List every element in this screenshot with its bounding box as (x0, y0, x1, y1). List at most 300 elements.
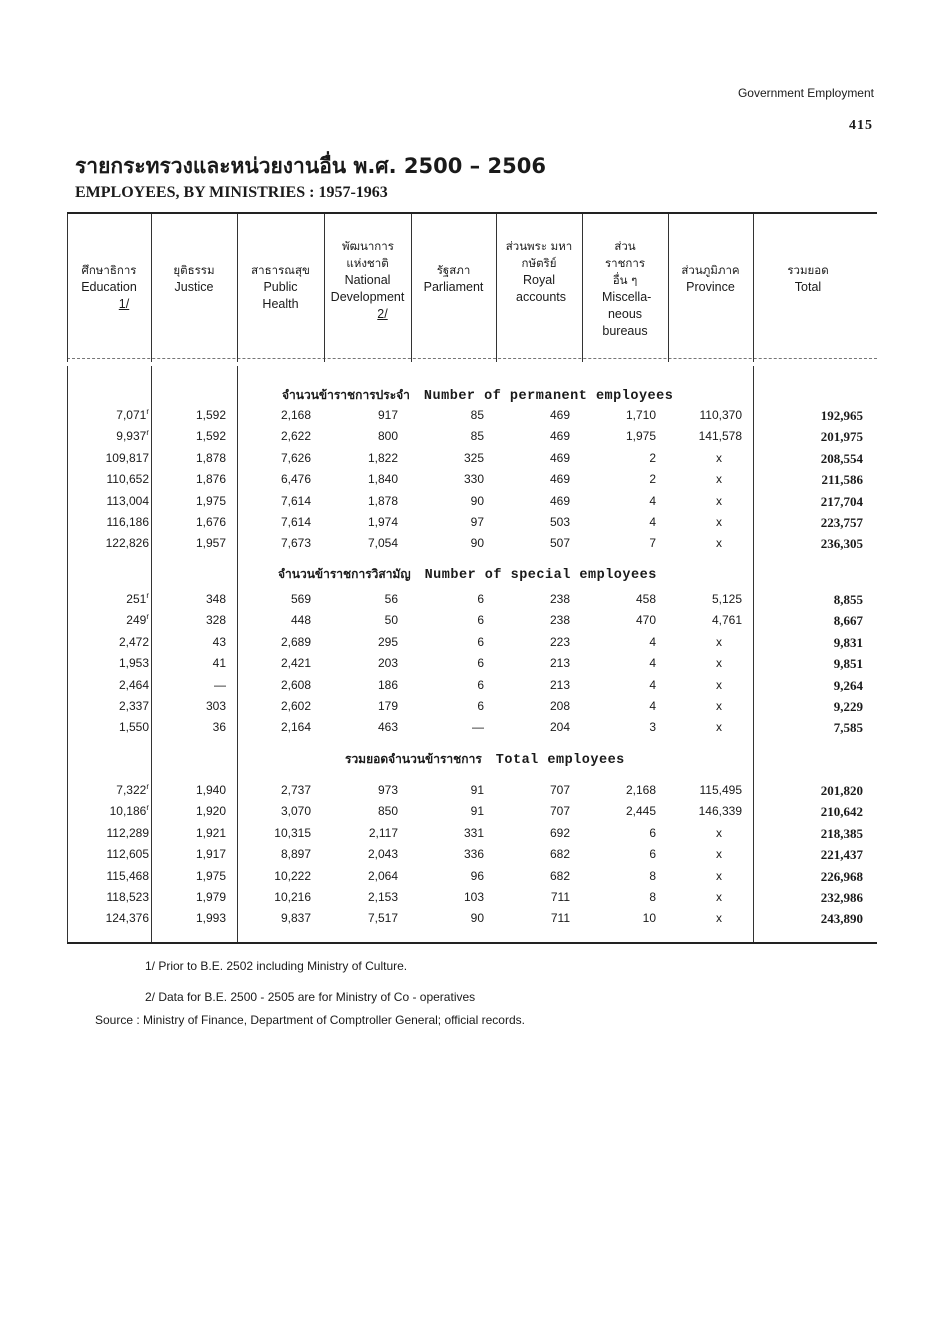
cell-misc (649, 678, 656, 692)
cell-value: 1,979 (195, 890, 226, 904)
cell-royal (550, 515, 570, 529)
column-header-education: ศึกษาธิการ Education 1/ (81, 263, 137, 311)
cell-value: 115,495 (699, 783, 742, 797)
cell-development (385, 613, 398, 627)
table-row (67, 869, 877, 890)
cell-value: 6 (649, 847, 656, 862)
cell-misc (649, 536, 656, 550)
cell-justice (214, 678, 226, 692)
cell-education (106, 911, 149, 925)
cell-total (821, 494, 863, 510)
cell-royal (550, 699, 570, 713)
cell-value: 8 (649, 868, 656, 883)
cell-justice (196, 783, 226, 797)
cell-justice (196, 847, 226, 861)
table-row (67, 494, 877, 515)
cell-province (699, 804, 742, 818)
cell-value: 251 (126, 592, 147, 606)
cell-value: 470 (635, 613, 656, 628)
cell-royal (550, 635, 570, 649)
cell-value: 330 (463, 472, 484, 487)
cell-value: 10 (642, 911, 656, 926)
cell-value: 9,229 (833, 699, 863, 714)
cell-misc (636, 592, 656, 606)
cell-development (385, 592, 398, 606)
cell-value: 9,937 (116, 429, 147, 444)
table-row (67, 699, 877, 720)
cell-value: 1,840 (367, 472, 398, 487)
cell-health (291, 592, 311, 606)
cell-value: 8,855 (833, 592, 863, 607)
cell-royal (550, 536, 570, 550)
cell-value: x (716, 493, 722, 508)
footnote-2: 2/ Data for B.E. 2500 - 2505 are for Ministry of Co - operatives (145, 990, 476, 1004)
cell-misc (649, 515, 656, 529)
cell-total (821, 804, 863, 820)
cell-value: 4 (649, 677, 656, 692)
cell-total (821, 429, 863, 445)
cell-misc (626, 804, 656, 818)
cell-misc (649, 699, 656, 713)
cell-development (368, 847, 398, 861)
cell-development (378, 408, 398, 422)
cell-value: 7,071 (116, 408, 147, 422)
cell-health (281, 451, 311, 465)
cell-province (716, 890, 722, 904)
cell-value: 41 (212, 656, 226, 671)
cell-development (378, 678, 398, 692)
cell-misc (626, 408, 656, 422)
cell-value: 331 (463, 825, 484, 840)
cell-health (281, 699, 311, 713)
cell-royal (550, 847, 570, 861)
column-header-total: รวมยอด Total (787, 263, 829, 294)
cell-value: 469 (549, 493, 570, 508)
cell-development (368, 911, 398, 925)
column-header-public-health: สาธารณสุข Public Health (251, 263, 310, 311)
cell-value: 8,897 (280, 847, 311, 862)
cell-total (821, 536, 863, 552)
cell-health (281, 408, 311, 422)
cell-value: 1,975 (625, 429, 656, 444)
cell-value: 85 (470, 408, 484, 422)
section-label-special: จำนวนข้าราชการวิสามัญ Number of special employees (278, 567, 657, 583)
cell-royal (550, 429, 570, 443)
cell-value: 682 (549, 868, 570, 883)
cell-parliament (477, 656, 484, 670)
cell-value: x (716, 847, 722, 862)
cell-education (107, 494, 150, 508)
cell-value: 4 (649, 699, 656, 713)
cell-value: 56 (384, 592, 398, 606)
cell-education (107, 472, 150, 486)
cell-value: — (214, 677, 226, 692)
column-header-royal-accounts: ส่วนพระ มหากษัตริย์ Royal accounts (505, 239, 573, 304)
cell-value: 3 (649, 720, 656, 735)
cell-education (116, 783, 149, 797)
cell-value: 7,517 (367, 911, 398, 926)
cell-royal (550, 656, 570, 670)
cell-value: 90 (470, 493, 484, 508)
cell-parliament (477, 678, 484, 692)
cell-education (119, 720, 149, 734)
cell-value: 469 (549, 408, 570, 422)
cell-value: 325 (463, 450, 484, 465)
cell-value: 1,957 (195, 536, 226, 551)
cell-value: 295 (377, 634, 398, 649)
cell-value: 218,385 (820, 825, 863, 841)
cell-value: 50 (384, 613, 398, 628)
cell-value: 4 (649, 493, 656, 508)
cell-development (368, 472, 398, 486)
cell-value: 6 (477, 613, 484, 628)
revised-mark: r (146, 591, 149, 600)
cell-misc (649, 826, 656, 840)
cell-value: 1,920 (195, 804, 226, 819)
table-row (67, 678, 877, 699)
cell-education (116, 408, 149, 422)
cell-misc (643, 911, 656, 925)
cell-justice (213, 720, 226, 734)
cell-education (106, 451, 149, 465)
cell-value: 208,554 (820, 450, 863, 466)
column-header-national-development: พัฒนาการ แห่งชาติ National Development 2/ (330, 239, 405, 321)
cell-parliament (471, 911, 484, 925)
cell-value: 917 (377, 408, 398, 422)
cell-development (368, 451, 398, 465)
cell-value: 36 (212, 720, 226, 735)
table-row (67, 515, 877, 536)
cell-value: 10,315 (274, 825, 311, 840)
cell-province (716, 656, 722, 670)
cell-province (716, 826, 722, 840)
cell-misc (626, 429, 656, 443)
page-title-thai: รายกระทรวงและหน่วยงานอื่น พ.ศ. 2500 – 2506 (75, 154, 546, 178)
cell-health (274, 869, 311, 883)
cell-total (821, 451, 863, 467)
cell-value: 1,822 (367, 450, 398, 465)
cell-misc (649, 890, 656, 904)
cell-justice (196, 472, 226, 486)
cell-value: 348 (205, 592, 226, 606)
cell-value: 221,437 (820, 847, 863, 863)
cell-value: 141,578 (698, 429, 742, 444)
cell-value: 8 (649, 890, 656, 904)
cell-justice (206, 613, 226, 627)
cell-value: 6 (477, 656, 484, 671)
cell-development (378, 429, 398, 443)
cell-total (821, 515, 863, 531)
cell-value: 469 (549, 472, 570, 487)
cell-misc (649, 451, 656, 465)
cell-value: 1,592 (195, 429, 226, 444)
cell-value: 10,222 (274, 868, 311, 883)
cell-parliament (471, 494, 484, 508)
cell-province (712, 592, 742, 606)
cell-misc (649, 720, 656, 734)
table-top-rule (67, 212, 877, 214)
cell-justice (213, 656, 226, 670)
cell-value: 1,876 (195, 472, 226, 487)
cell-justice (206, 592, 226, 606)
cell-development (368, 536, 398, 550)
cell-province (716, 720, 722, 734)
cell-royal (550, 869, 570, 883)
cell-value: 2,622 (280, 429, 311, 444)
cell-parliament (477, 699, 484, 713)
cell-education (126, 592, 149, 606)
cell-value: 1,676 (195, 515, 226, 529)
cell-misc (649, 494, 656, 508)
revised-mark: r (146, 803, 149, 813)
cell-education (119, 635, 149, 649)
cell-value: 43 (212, 634, 226, 649)
cell-parliament (464, 472, 484, 486)
cell-total (834, 656, 863, 672)
cell-education (110, 804, 149, 818)
cell-health (281, 804, 311, 818)
cell-value: 711 (550, 911, 570, 926)
cell-education (119, 699, 149, 713)
revised-mark: r (146, 407, 149, 416)
cell-value: x (716, 699, 722, 713)
cell-development (369, 826, 398, 840)
cell-value: 2,689 (280, 634, 311, 649)
cell-value: 210,642 (820, 804, 863, 820)
revised-mark: r (146, 612, 149, 622)
cell-parliament (471, 869, 484, 883)
table-row (67, 804, 877, 825)
cell-total (834, 699, 863, 715)
cell-value: 469 (549, 429, 570, 444)
cell-value: 7,614 (280, 493, 311, 508)
cell-value: 1,550 (118, 720, 149, 735)
cell-value: 2,117 (368, 825, 398, 840)
table-row (67, 408, 877, 429)
cell-value: 2,168 (625, 783, 656, 797)
cell-value: 303 (205, 699, 226, 713)
cell-value: 85 (470, 429, 484, 444)
cell-health (281, 678, 311, 692)
cell-value: 2 (649, 450, 656, 465)
cell-royal (550, 678, 570, 692)
cell-value: 6 (477, 634, 484, 649)
cell-total (821, 826, 863, 842)
cell-value: 109,817 (105, 450, 149, 465)
cell-value: 186 (377, 677, 398, 692)
cell-total (834, 592, 863, 608)
cell-value: 90 (470, 536, 484, 551)
cell-total (821, 472, 863, 488)
cell-value: 232,986 (820, 890, 863, 905)
cell-education (107, 890, 150, 904)
cell-development (368, 515, 398, 529)
cell-value: 179 (377, 699, 398, 713)
cell-province (712, 613, 742, 627)
cell-value: 7,054 (367, 536, 398, 551)
cell-value: 1,921 (195, 825, 226, 840)
cell-province (716, 678, 722, 692)
cell-misc (626, 783, 656, 797)
cell-justice (196, 515, 226, 529)
cell-value: 236,305 (820, 536, 863, 552)
cell-value: — (472, 720, 484, 735)
cell-value: 124,376 (105, 911, 149, 926)
cell-value: 2,737 (280, 783, 311, 797)
cell-justice (196, 804, 226, 818)
cell-justice (206, 699, 226, 713)
cell-value: 213 (549, 656, 570, 671)
cell-value: 238 (549, 592, 570, 606)
cell-value: 1,993 (195, 911, 226, 926)
cell-misc (649, 635, 656, 649)
cell-total (834, 635, 863, 651)
cell-value: 1,710 (625, 408, 656, 422)
table-row (67, 536, 877, 557)
cell-value: 1,917 (195, 847, 226, 862)
cell-education (126, 613, 149, 627)
cell-education (107, 847, 150, 861)
cell-development (378, 720, 398, 734)
cell-value: 122,826 (105, 536, 149, 551)
cell-value: 91 (470, 783, 484, 797)
cell-value: 226,968 (820, 868, 863, 884)
cell-value: 6,476 (280, 472, 311, 487)
cell-province (716, 472, 722, 486)
cell-value: 7,585 (833, 720, 863, 736)
cell-province (716, 869, 722, 883)
cell-value: 973 (377, 783, 398, 797)
cell-education (119, 656, 149, 670)
cell-value: 204 (549, 720, 570, 735)
cell-value: 9,831 (833, 634, 863, 650)
cell-royal (551, 911, 570, 925)
cell-value: 7,322 (116, 783, 147, 797)
cell-royal (550, 720, 570, 734)
cell-health (281, 847, 311, 861)
column-header-province: ส่วนภูมิภาค Province (681, 263, 740, 294)
cell-development (378, 656, 398, 670)
cell-royal (550, 451, 570, 465)
cell-royal (551, 890, 570, 904)
cell-justice (213, 635, 226, 649)
cell-value: 1,975 (195, 493, 226, 508)
cell-justice (196, 890, 226, 904)
cell-value: 4 (649, 634, 656, 649)
table-row (67, 635, 877, 656)
cell-parliament (471, 536, 484, 550)
cell-value: 2,043 (367, 847, 398, 862)
cell-health (274, 826, 311, 840)
cell-value: x (716, 634, 722, 649)
cell-province (716, 494, 722, 508)
cell-value: 4,761 (711, 613, 742, 628)
cell-value: 1,878 (367, 493, 398, 508)
cell-value: 4 (649, 656, 656, 671)
cell-value: 463 (377, 720, 398, 735)
cell-value: 110,652 (106, 472, 149, 487)
cell-value: 2,168 (280, 408, 311, 422)
cell-health (281, 911, 311, 925)
table-bottom-rule (67, 942, 877, 944)
cell-parliament (472, 720, 484, 734)
cell-education (107, 826, 150, 840)
cell-value: 3,070 (280, 804, 311, 819)
cell-parliament (477, 613, 484, 627)
cell-province (716, 911, 722, 925)
table-row (67, 429, 877, 450)
cell-parliament (471, 515, 484, 529)
cell-health (281, 472, 311, 486)
cell-value: 112,289 (106, 825, 149, 840)
source-note: Source : Ministry of Finance, Department of Comptroller General; official records. (95, 1013, 525, 1027)
cell-total (821, 890, 863, 906)
cell-value: x (716, 515, 722, 529)
cell-value: 249 (126, 613, 147, 628)
cell-justice (196, 429, 226, 443)
cell-value: 211,586 (821, 472, 863, 488)
table-row (67, 613, 877, 634)
cell-province (716, 699, 722, 713)
table-row (67, 720, 877, 741)
cell-value: 707 (549, 804, 570, 819)
cell-value: 9,851 (833, 656, 863, 672)
column-header-miscellaneous: ส่วนราชการ อื่น ๆ Miscella- neous bureaus (602, 239, 652, 338)
cell-value: 115,468 (106, 868, 149, 883)
cell-province (699, 429, 742, 443)
cell-justice (196, 869, 226, 883)
cell-development (378, 699, 398, 713)
table-row (67, 451, 877, 472)
cell-value: 9,264 (833, 677, 863, 693)
cell-education (119, 678, 149, 692)
cell-justice (196, 408, 226, 422)
cell-development (368, 890, 398, 904)
cell-total (821, 911, 863, 927)
cell-development (378, 783, 398, 797)
column-header-justice: ยุติธรรม Justice (173, 263, 215, 294)
cell-education (116, 429, 149, 443)
cell-value: 2,472 (118, 634, 149, 649)
cell-value: 223,757 (820, 515, 863, 530)
cell-value: 118,523 (106, 890, 149, 904)
footnote-1: 1/ Prior to B.E. 2502 including Ministry of Culture. (145, 959, 408, 973)
cell-value: 208 (549, 699, 570, 713)
cell-value: 7 (649, 536, 656, 551)
table-row (67, 847, 877, 868)
cell-value: 213 (549, 677, 570, 692)
cell-value: 469 (549, 450, 570, 465)
cell-value: 800 (377, 429, 398, 444)
cell-value: 6 (477, 677, 484, 692)
cell-health (281, 494, 311, 508)
cell-value: 682 (549, 847, 570, 862)
cell-misc (649, 847, 656, 861)
cell-value: x (716, 677, 722, 692)
cell-value: 96 (470, 868, 484, 883)
cell-development (378, 635, 398, 649)
cell-value: 146,339 (698, 804, 742, 819)
cell-value: 2,164 (280, 720, 311, 735)
cell-royal (550, 804, 570, 818)
cell-value: 2,153 (367, 890, 398, 904)
cell-province (700, 408, 743, 422)
cell-health (281, 536, 311, 550)
cell-value: 91 (470, 804, 484, 819)
table-row (67, 911, 877, 932)
cell-province (716, 536, 722, 550)
cell-value: 328 (205, 613, 226, 628)
